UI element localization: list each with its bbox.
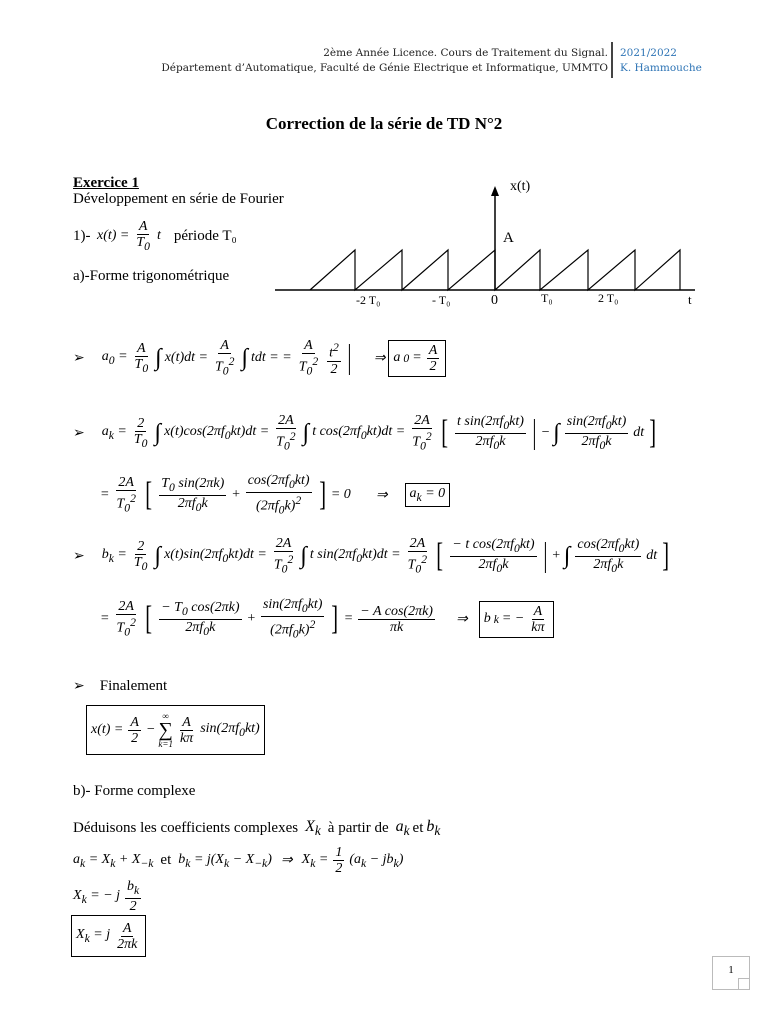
xk-result-box: $X_k = j$ $\frac{A}{2\pi k}$ bbox=[71, 915, 146, 957]
final-result-box: x(t) = $\frac{A}{2}$ − ∞ ∑ k=1 $\frac{A}{k\pi}$ $\sin(2\pi f_0kt)$ bbox=[86, 705, 265, 755]
x-axis-label: t bbox=[688, 292, 692, 307]
finalement-label: Finalement bbox=[99, 678, 168, 694]
amplitude-label: A bbox=[503, 230, 514, 246]
equation-bk: ➢ $b_k$ = $\frac{2}{T_0}$ ∫ $x(t)\sin(2\pi f_0kt)dt$ = $\frac{2A}{T_0^2}$ ∫ t $\sin(2\pi f_0kt)dt$ = $\frac{2A}{T_0^2}$ [ $\frac{- t \cos(2\pi f_0kt)}{2\pi f_0k}$ | + ∫ $\frac{\cos(2\pi f_0kt)}{2\pi f_0k}$ dt ] bbox=[73, 536, 670, 576]
equation-xk-relation: $a_k = X_k + X_{-k}$ et $b_k = j(X_k - X_{-k})$ ⇒ $X_k$ = $\frac{1}{2}$ $(a_k - jb_k)$ bbox=[73, 845, 404, 876]
header-year: 2021/2022 bbox=[620, 47, 677, 59]
equation-bk-result: = $\frac{2A}{T_0^2}$ [ $\frac{- T_0 \cos(2\pi k)}{2\pi f_0k}$ + $\frac{\sin(2\pi f_0kt)}{(2\pi f_0k)^2}$ ] = $\frac{\text{− A cos(2πk)}}{\pi k}$ ⇒ b k = − $\frac{A}{k\pi}$ bbox=[100, 597, 554, 641]
exercise-subtitle: Développement en série de Fourier bbox=[73, 191, 284, 207]
part-b-heading: b)- Forme complexe bbox=[73, 783, 196, 799]
equation-ak: ➢ $a_k$ = $\frac{2}{T_0}$ ∫ $x(t)\cos(2\pi f_0kt)dt$ = $\frac{2A}{T_0^2}$ ∫ t $\cos(2\pi f_0kt)dt$ = $\frac{2A}{T_0^2}$ [ $\frac{t \sin(2\pi f_0kt)}{2\pi f_0k}$ | − ∫ $\frac{\sin(2\pi f_0kt)}{2\pi f_0k}$ dt ] bbox=[73, 413, 657, 453]
et-label: et bbox=[160, 852, 172, 868]
question-1-label: 1)- bbox=[73, 227, 91, 244]
question-1: 1)- x(t) = $\frac{A}{T_0}$ t période T₀ bbox=[73, 219, 237, 253]
tick-label: 2 T₀ bbox=[598, 291, 619, 305]
bullet-arrow-icon: ➢ bbox=[73, 350, 85, 366]
finalement-line bbox=[73, 678, 167, 695]
sawtooth-graph bbox=[270, 170, 710, 315]
header-line-1: 2ème Année Licence. Cours de Traitement du Signal. bbox=[323, 47, 608, 59]
deduce-text: Déduisons les coefficients complexes bbox=[73, 820, 299, 837]
tick-label: - T₀ bbox=[432, 293, 451, 307]
page-fold-icon bbox=[738, 978, 749, 989]
y-axis-arrow-icon bbox=[491, 186, 499, 196]
deduce-line: Déduisons les coefficients complexes $X_k$ à partir de $a_k$ et $b_k$ bbox=[73, 818, 441, 839]
deduce-mid: à partir de bbox=[327, 820, 389, 837]
tick-label: 0 bbox=[491, 293, 498, 308]
header-meta bbox=[620, 46, 702, 76]
header-separator bbox=[611, 42, 613, 78]
bullet-arrow-icon: ➢ bbox=[73, 425, 85, 441]
y-axis-label: x(t) bbox=[510, 179, 531, 194]
bullet-arrow-icon: ➢ bbox=[73, 679, 85, 694]
equation-a0: ➢ $a_0$ = $\frac{A}{T_0}$ ∫ x(t)dt = $\frac{A}{T_0^2}$ ∫ tdt = = $\frac{A}{T_0^2}$ $\frac{t^2}{2}$ | ⇒ a 0 = $\frac{A}{2}$ bbox=[73, 338, 446, 378]
page-number: 1 bbox=[712, 956, 750, 990]
equation-xk-bk: $X_k$ = − j $\frac{b_k}{2}$ bbox=[73, 879, 140, 914]
bullet-arrow-icon: ➢ bbox=[73, 548, 85, 564]
header-author: K. Hammouche bbox=[620, 62, 702, 74]
exercise-heading: Exercice 1 bbox=[73, 175, 139, 191]
tick-label: -2 T₀ bbox=[356, 293, 381, 307]
header-course-info bbox=[161, 46, 608, 76]
part-a-heading: a)-Forme trigonométrique bbox=[73, 268, 230, 284]
tick-label: T₀ bbox=[541, 291, 553, 305]
deduce-and: et bbox=[412, 820, 424, 837]
sawtooth-signal bbox=[310, 250, 680, 290]
equation-ak-result: = $\frac{2A}{T_0^2}$ [ $\frac{T_0 \sin(2\pi k)}{2\pi f_0k}$ + $\frac{\cos(2\pi f_0kt)}{(2\pi f_0k)^2}$ ] = 0 ⇒ $a_k = 0$ bbox=[100, 473, 450, 517]
page-title: Correction de la série de TD N°2 bbox=[265, 114, 503, 133]
question-1-period: période T₀ bbox=[173, 227, 237, 244]
header-line-2: Département d’Automatique, Faculté de Génie Electrique et Informatique, UMMTO bbox=[161, 62, 608, 74]
